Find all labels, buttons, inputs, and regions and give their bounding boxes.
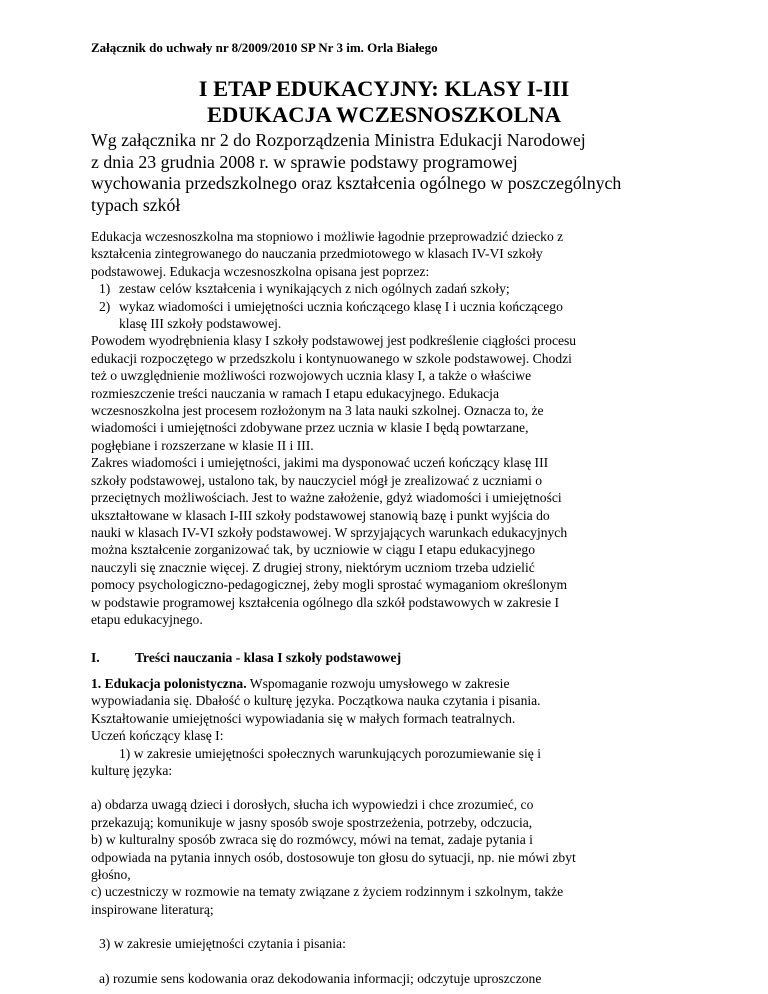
section-title: Treści nauczania - klasa I szkoły podstawowej (135, 650, 402, 665)
intro-line: w podstawie programowej kształcenia ogólnego dla szkół podstawowych w zakresie I (91, 594, 560, 610)
intro-line: ukształtowane w klasach I-III szkoły podstawowej stanowią bazę i punkt wyjścia do (91, 507, 550, 523)
intro-line: wiadomości i umiejętności zdobywane przez ucznia w klasie I będą powtarzane, (91, 420, 529, 436)
intro-line: Powodem wyodrębnienia klasy I szkoły podstawowej jest podkreślenie ciągłości procesu (91, 333, 577, 349)
intro-line: nauczyli się znacznie więcej. Z drugiej strony, niektórym uczniom trzeba udzielić (91, 559, 535, 575)
sub-point-line: a) rozumie sens kodowania oraz dekodowania informacji; odczytuje uproszczone (99, 970, 542, 986)
sub-point-line: c) uczestniczy w rozmowie na tematy związane z życiem rodzinnym i szkolnym, także (91, 884, 564, 900)
section-number: I. (91, 650, 100, 665)
list-item-text: wykaz wiadomości i umiejętności ucznia kończącego klasę I i ucznia kończącego (119, 298, 563, 314)
point-line: 3) w zakresie umiejętności czytania i pisania: (99, 936, 346, 952)
list-item-continuation: klasę III szkoły podstawowej. (119, 316, 282, 332)
intro-line: etapu edukacyjnego. (91, 611, 203, 627)
content-line: Kształtowanie umiejętności wypowiadania się w małych formach teatralnych. (91, 710, 516, 726)
list-item-number: 1) (99, 281, 111, 297)
content-line: Uczeń kończący klasę I: (91, 728, 224, 744)
sub-point-line: głośno, (91, 867, 131, 883)
list-item (91, 280, 731, 297)
page-title-line-2: EDUKACJA WCZESNOSZKOLNA (206, 102, 562, 127)
intro-line: edukacji rozpoczętego w przedszkolu i kontynuowanego w szkole podstawowej. Chodzi (91, 350, 572, 366)
subtitle-line: wychowania przedszkolnego oraz kształcenia ogólnego w poszczególnych (91, 173, 622, 193)
intro-line: szkoły podstawowej, ustalono tak, by nauczyciel mógł je zrealizować z uczniami o (91, 472, 543, 488)
intro-section (91, 228, 731, 628)
list-item-number: 2) (99, 298, 111, 314)
point-line: 1) w zakresie umiejętności społecznych warunkujących porozumiewanie się i (119, 745, 542, 761)
spacer (91, 779, 731, 796)
intro-line: Edukacja wczesnoszkolna ma stopniowo i możliwie łagodnie przeprowadzić dziecko z (91, 229, 564, 244)
list-item (91, 298, 731, 315)
intro-line: kształcenia zintegrowanego do nauczania przedmiotowego w klasach IV-VI szkoły (91, 246, 543, 262)
intro-line: pomocy psychologiczno-pedagogicznej, żeby mogli sprostać wymaganiom określonym (91, 577, 568, 593)
intro-line: też o uwzględnienie możliwości rozwojowych ucznia klasy I, a także o właściwe (91, 368, 532, 384)
subsection-heading: 1. Edukacja polonistyczna. (91, 676, 247, 691)
subsection-heading-line (91, 675, 731, 692)
content-line: wypowiadania się. Dbałość o kulturę języka. Początkowa nauka czytania i pisania. (91, 693, 541, 709)
intro-line: można kształcenie zorganizować tak, by uczniowie w ciągu I etapu edukacyjnego (91, 542, 536, 558)
subtitle-line: typach szkół (91, 194, 181, 215)
subsection-heading-rest: Wspomaganie rozwoju umysłowego w zakresie (246, 676, 510, 691)
intro-line: podstawowej. Edukacja wczesnoszkolna opisana jest poprzez: (91, 263, 430, 279)
list-item-text: zestaw celów kształcenia i wynikających z nich ogólnych zadań szkoły; (119, 281, 510, 297)
sub-point-line: b) w kulturalny sposób zwraca się do rozmówcy, mówi na temat, zadaje pytania i (91, 832, 533, 848)
intro-line: rozmieszczenie treści nauczania w ramach I etapu edukacyjnego. Edukacja (91, 385, 499, 401)
attachment-note: Załącznik do uchwały nr 8/2009/2010 SP Nr 3 im. Orla Białego (91, 40, 438, 55)
sub-point-line: przekazują; komunikuje w jasny sposób swoje spostrzeżenia, potrzeby, odczucia, (91, 814, 533, 830)
sub-point-line: inspirowane literaturą; (91, 901, 214, 917)
intro-line: wczesnoszkolna jest procesem rozłożonym na 3 lata nauki szkolnej. Oznacza to, że (91, 403, 544, 419)
sub-point-line: odpowiada na pytania innych osób, dostosowuje ton głosu do sytuacji, np. nie mówi zbyt (91, 849, 576, 865)
point-line: kulturę języka: (91, 763, 173, 779)
intro-line: przeciętnych możliwościach. Jest to ważne założenie, gdyż wiadomości i umiejętności (91, 490, 562, 506)
sub-point-line: a) obdarza uwagą dzieci i dorosłych, słucha ich wypowiedzi i chce zrozumieć, co (91, 797, 534, 813)
intro-line: nauki w klasach IV-VI szkoły podstawowej. W sprzyjających warunkach edukacyjnych (91, 524, 568, 540)
spacer (91, 918, 731, 935)
polish-education-section (91, 675, 731, 987)
spacer (91, 953, 731, 970)
subtitle (91, 130, 731, 216)
page-title-line-1: I ETAP EDUKACYJNY: KLASY I-III (198, 76, 570, 101)
intro-line: Zakres wiadomości i umiejętności, jakimi ma dysponować uczeń kończący klasę III (91, 455, 549, 471)
intro-line: pogłębiane i rozszerzane w klasie II i III. (91, 437, 314, 453)
section-heading (91, 650, 401, 666)
subtitle-line: z dnia 23 grudnia 2008 r. w sprawie podstawy programowej (91, 151, 518, 172)
subtitle-line: Wg załącznika nr 2 do Rozporządzenia Ministra Edukacji Narodowej (91, 130, 586, 150)
